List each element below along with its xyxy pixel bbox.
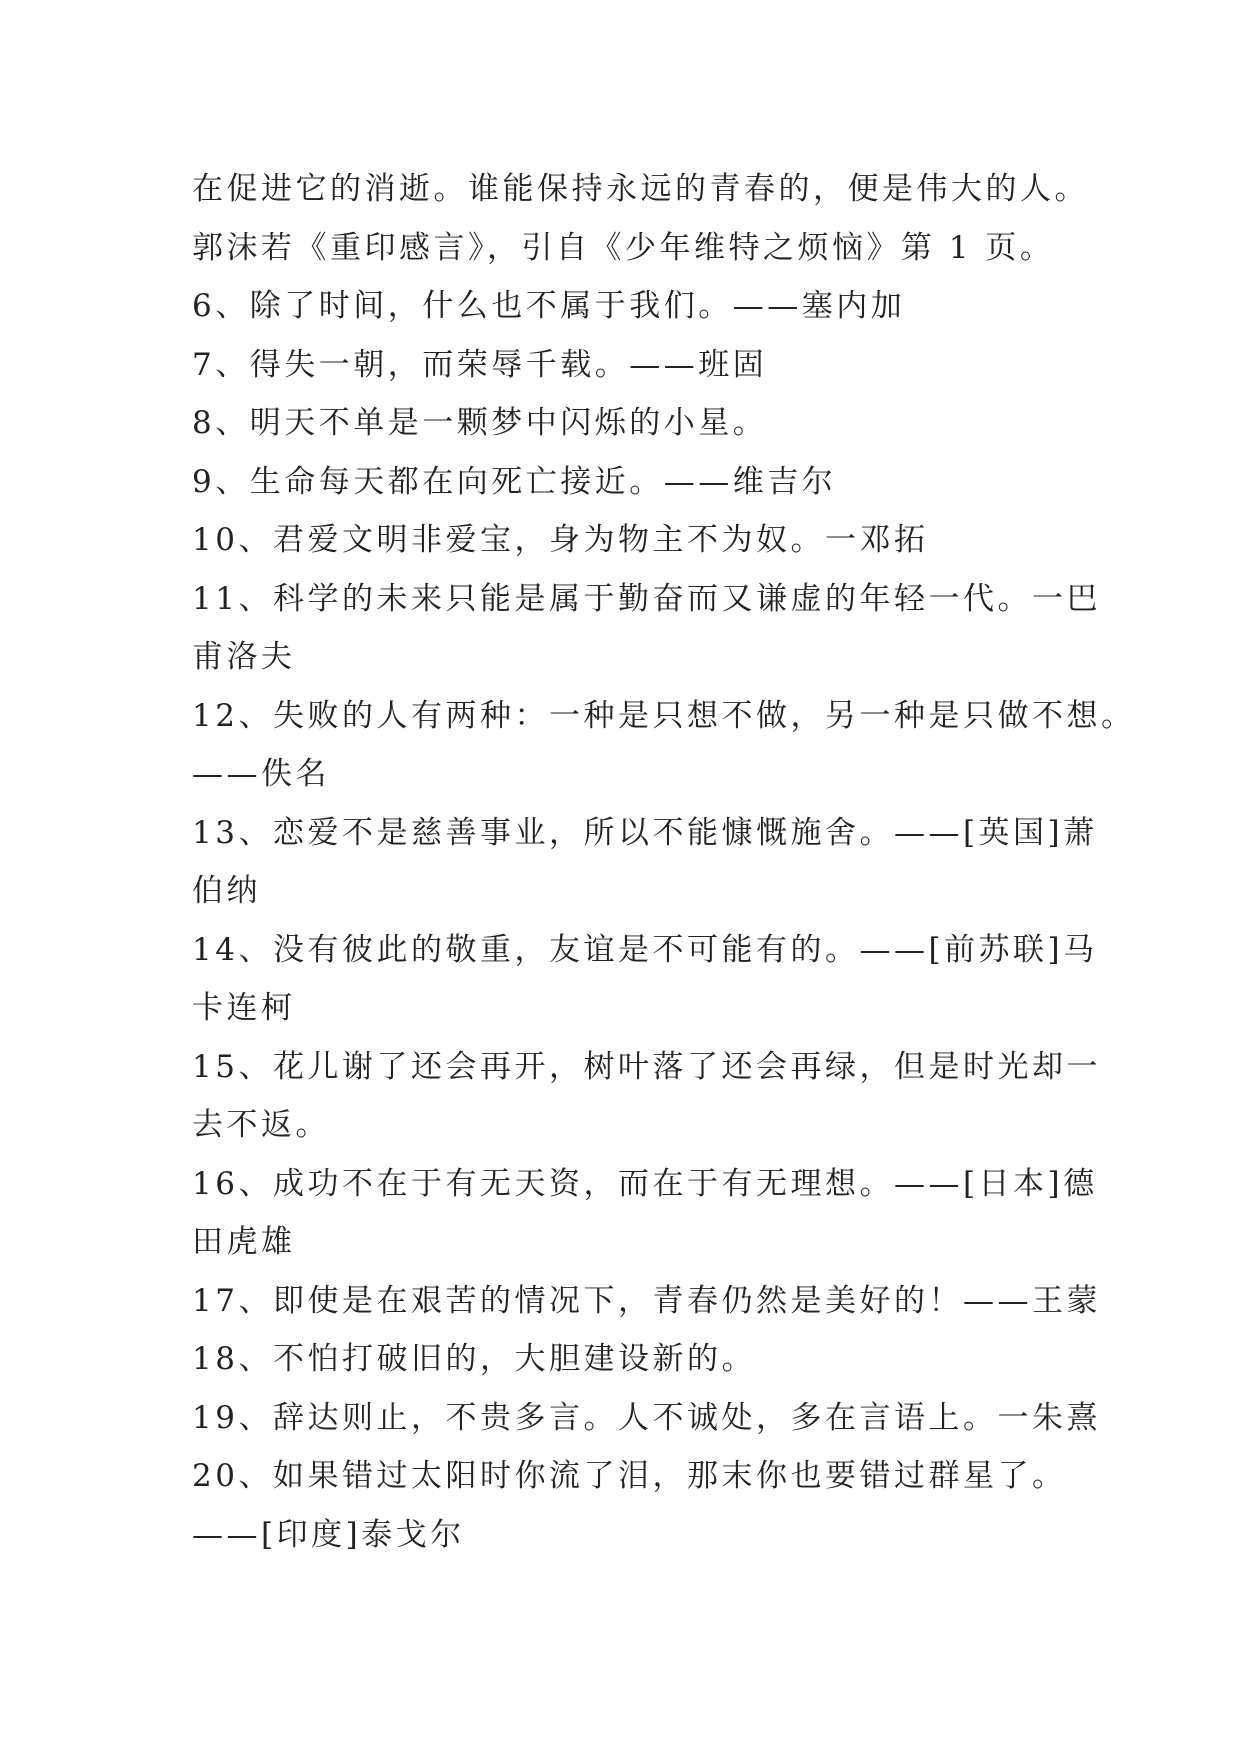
quote-6: 6、除了时间，什么也不属于我们。——塞内加 — [192, 288, 906, 324]
quote-18: 18、不怕打破旧的，大胆建设新的。 — [192, 1341, 756, 1377]
quote-12-continuation: ——佚名 — [192, 756, 330, 792]
quote-15-continuation: 去不返。 — [192, 1107, 330, 1143]
quote-16-continuation: 田虎雄 — [192, 1224, 296, 1260]
quote-17: 17、即使是在艰苦的情况下，青春仍然是美好的！——王蒙 — [192, 1282, 1101, 1319]
quote-7: 7、得失一朝，而荣辱千载。——班固 — [192, 346, 768, 383]
quote-15: 15、花儿谢了还会再开，树叶落了还会再绿，但是时光却一 — [192, 1048, 1101, 1085]
quote-20: 20、如果错过太阳时你流了泪，那末你也要错过群星了。 — [192, 1458, 1067, 1494]
quote-16: 16、成功不在于有无天资，而在于有无理想。——[日本]德 — [192, 1165, 1098, 1202]
quote-text-block — [192, 160, 1136, 1564]
quote-14: 14、没有彼此的敬重，友谊是不可能有的。——[前苏联]马 — [192, 931, 1098, 968]
quote-10: 10、君爱文明非爱宝，身为物主不为奴。一邓拓 — [192, 522, 929, 558]
quote-9: 9、生命每天都在向死亡接近。——维吉尔 — [192, 463, 837, 500]
quote-13: 13、恋爱不是慈善事业，所以不能慷慨施舍。——[英国]萧 — [192, 814, 1098, 851]
quote-14-continuation: 卡连柯 — [192, 990, 296, 1026]
quote-13-continuation: 伯纳 — [192, 873, 261, 909]
text-line-source-citation: 郭沫若《重印感言》，引自《少年维特之烦恼》第 1 页。 — [192, 229, 1055, 266]
quote-11-continuation: 甫洛夫 — [192, 639, 296, 675]
quote-8: 8、明天不单是一颗梦中闪烁的小星。 — [192, 405, 768, 441]
quote-20-continuation: ——[印度]泰戈尔 — [192, 1516, 465, 1553]
quote-11: 11、科学的未来只能是属于勤奋而又谦虚的年轻一代。一巴 — [192, 580, 1101, 617]
text-line-continuation: 在促进它的消逝。谁能保持永远的青春的，便是伟大的人。 — [192, 171, 1089, 207]
quote-12: 12、失败的人有两种：一种是只想不做，另一种是只做不想。 — [192, 697, 1136, 734]
quote-19: 19、辞达则止，不贵多言。人不诚处，多在言语上。一朱熹 — [192, 1399, 1101, 1436]
